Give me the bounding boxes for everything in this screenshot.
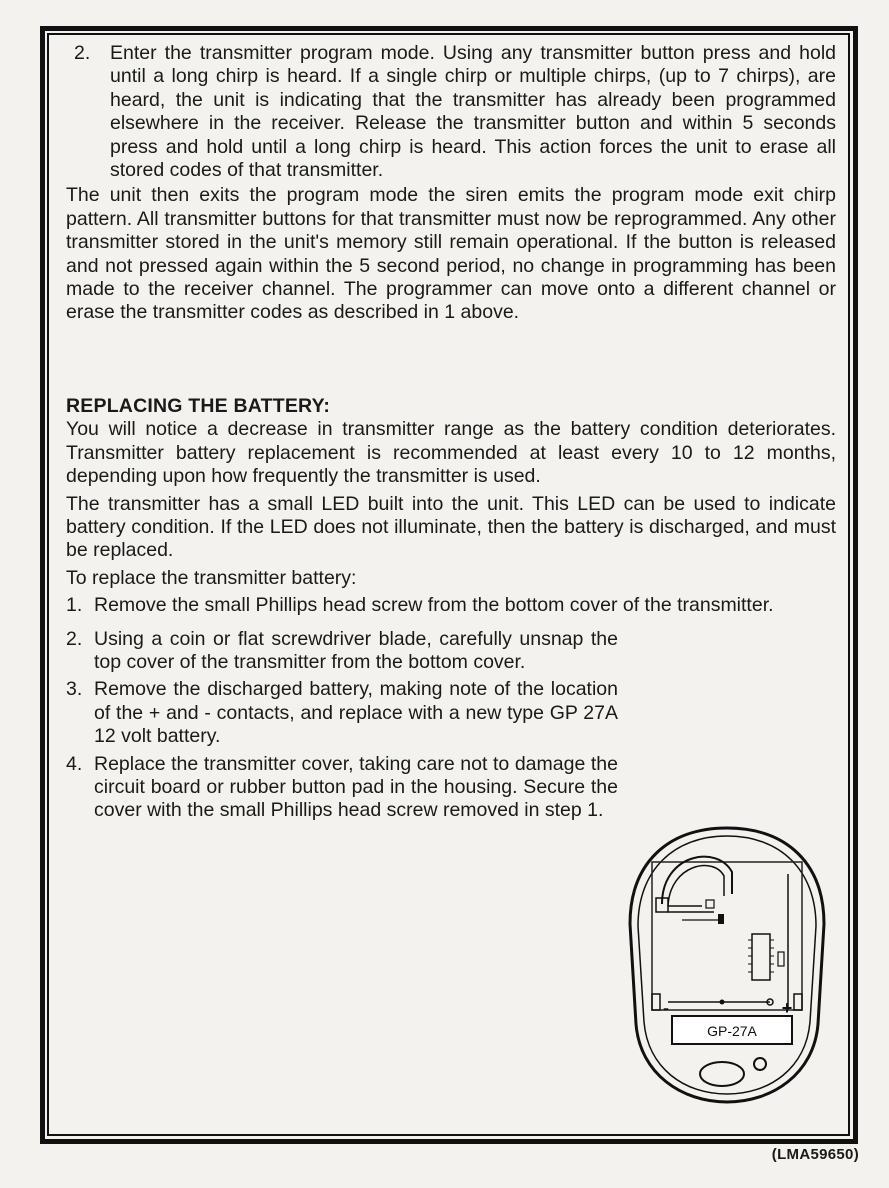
- transmitter-diagram: [622, 824, 832, 1106]
- housing-inner: [638, 836, 816, 1094]
- list-item-number: 3.: [66, 678, 83, 701]
- step-2-number: 2.: [74, 42, 91, 64]
- bottom-slot: [700, 1062, 744, 1086]
- list-item-text: Remove the discharged battery, making note of the location of the + and - contacts, and replace with a new type GP 27A 12 volt battery.: [94, 678, 618, 748]
- battery-paragraph-range: You will notice a decrease in transmitter range as the battery condition deteriorates. Transmitter battery replacement is recommended at least every 10 to 12 months, depending upon how frequently the transmitter is used.: [66, 418, 836, 488]
- wire-loop: [662, 857, 732, 904]
- screw-icon: [754, 1058, 766, 1070]
- chip: [752, 934, 770, 980]
- step-2-text: Enter the transmitter program mode. Using any transmitter button press and hold until a long chirp is heard. If a single chirp or multiple chirps, (up to 7 chirps), are heard, the unit is indicating that the transmitter has already been programmed elsewhere in the receiver. Release the transmitter button and within 5 seconds press and hold until a long chirp is heard. This action forces the unit to erase all stored codes of that transmitter.: [110, 42, 836, 182]
- list-item: [66, 678, 618, 748]
- list-item-number: 2.: [66, 627, 83, 650]
- battery-heading: REPLACING THE BATTERY:: [66, 394, 331, 417]
- battery-plus-sign: +: [781, 998, 793, 1018]
- list-item-text: Replace the transmitter cover, taking care not to damage the circuit board or rubber button pad in the housing. Secure the cover with the small Phillips head screw removed in step 1.: [94, 752, 618, 822]
- battery-paragraph-led: The transmitter has a small LED built into the unit. This LED can be used to indicate battery condition. If the LED does not illuminate, then the battery is discharged, and must be replaced.: [66, 492, 836, 562]
- battery-label: GP-27A: [707, 1023, 757, 1039]
- list-item-text: Using a coin or flat screwdriver blade, carefully unsnap the top cover of the transmitter from the bottom cover.: [94, 627, 618, 673]
- battery-minus-sign: -: [663, 998, 669, 1018]
- list-item: [66, 594, 836, 617]
- list-item-number: 4.: [66, 752, 83, 775]
- step-2-paragraph: [66, 42, 836, 182]
- list-item-text: Remove the small Phillips head screw from the bottom cover of the transmitter.: [94, 594, 774, 617]
- list-item: [66, 753, 618, 823]
- list-item: [66, 628, 618, 675]
- battery-intro: To replace the transmitter battery:: [66, 566, 357, 589]
- housing-outline: [630, 828, 824, 1102]
- exit-paragraph: The unit then exits the program mode the siren emits the program mode exit chirp pattern. All transmitter buttons for that transmitter must now be reprogrammed. Any other transmitter stored in the unit's memory still remain operational. If the button is released and not pressed again within the 5 second period, no change in programming has been made to the receiver channel. The programmer can move onto a different channel or erase the transmitter codes as described in 1 above.: [66, 184, 836, 324]
- page-content: [66, 42, 836, 823]
- list-item-number: 1.: [66, 594, 83, 617]
- document-code: (LMA59650): [771, 1146, 859, 1163]
